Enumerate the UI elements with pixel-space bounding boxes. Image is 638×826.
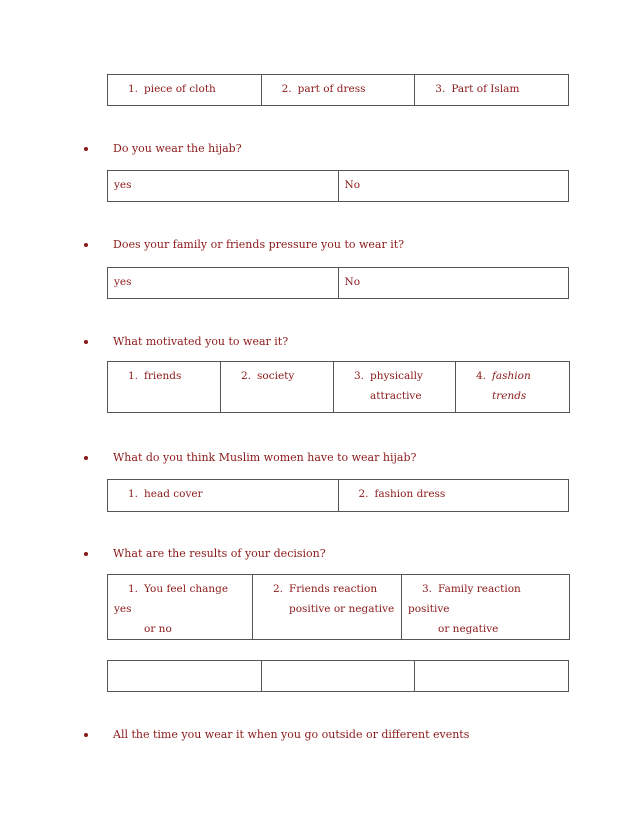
option-cell: 1. head cover [108, 480, 339, 512]
empty-cell [108, 661, 262, 692]
question-results: What are the results of your decision? [92, 547, 326, 560]
option-cell: 2. fashion dress [338, 480, 569, 512]
question-pressure: Does your family or friends pressure you to wear it? [92, 238, 404, 251]
why-table [107, 479, 569, 512]
bullet-icon [84, 243, 88, 247]
option-cell: 2. society [221, 362, 334, 413]
yes-no-table-2 [107, 267, 569, 299]
no-cell: No [338, 268, 569, 299]
empty-table [107, 660, 569, 692]
empty-cell [415, 661, 569, 692]
empty-cell [261, 661, 415, 692]
option-cell: 1. piece of cloth [108, 75, 262, 106]
bullet-icon [84, 552, 88, 556]
question-wear-hijab: Do you wear the hijab? [92, 142, 242, 155]
motivation-table [107, 361, 570, 413]
option-cell: 3. Part of Islam [415, 75, 569, 106]
question-motivation: What motivated you to wear it? [92, 335, 288, 348]
no-cell: No [338, 171, 569, 202]
option-cell: 2. Friends reaction positive or negative [253, 575, 402, 640]
yes-no-table-1 [107, 170, 569, 202]
yes-cell: yes [108, 171, 339, 202]
option-cell: 3. physically attractive [334, 362, 456, 413]
option-cell: 1. You feel change yes or no [108, 575, 253, 640]
option-cell: 3. Family reaction positive or negative [402, 575, 570, 640]
bullet-icon [84, 340, 88, 344]
option-cell: 1. friends [108, 362, 221, 413]
bullet-icon [84, 147, 88, 151]
option-cell: 4. fashion trends [456, 362, 570, 413]
bullet-icon [84, 456, 88, 460]
question-why-wear: What do you think Muslim women have to wear hijab? [92, 451, 416, 464]
yes-cell: yes [108, 268, 339, 299]
question-when-wear: All the time you wear it when you go outside or different events [92, 728, 469, 741]
options-table-1 [107, 74, 569, 106]
results-table [107, 574, 570, 640]
bullet-icon [84, 733, 88, 737]
option-cell: 2. part of dress [261, 75, 415, 106]
